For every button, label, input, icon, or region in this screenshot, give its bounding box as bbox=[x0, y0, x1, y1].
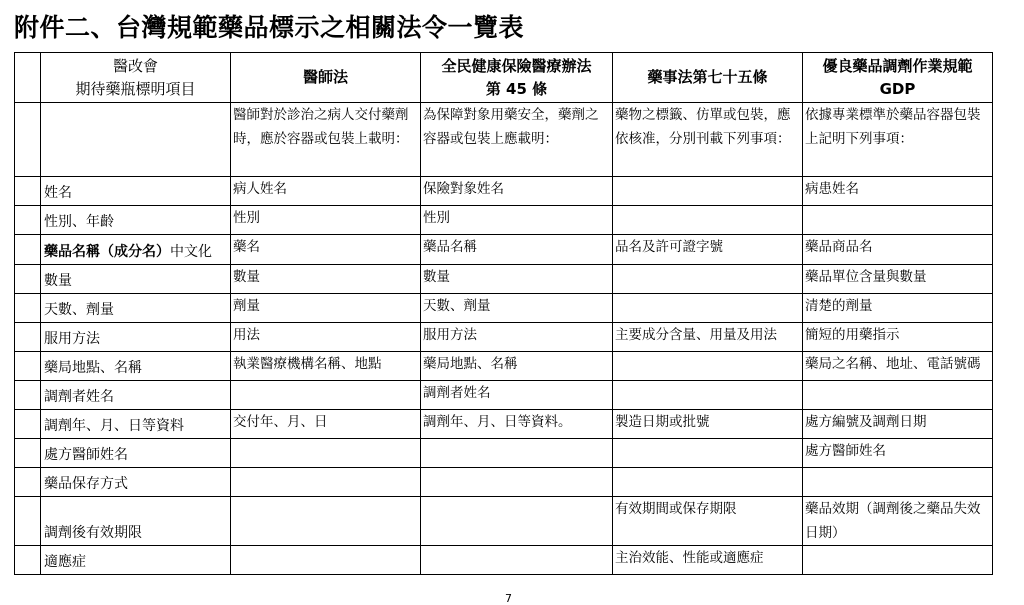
cell-physicians-act: 劑量 bbox=[231, 294, 421, 323]
intro-cell-item bbox=[41, 103, 231, 177]
cell-gdp: 病患姓名 bbox=[803, 177, 993, 206]
header-nhi-regulation: 全民健康保險醫療辦法 第 45 條 bbox=[421, 53, 613, 103]
row-item-label: 調劑者姓名 bbox=[41, 381, 231, 410]
blank-cell bbox=[15, 439, 41, 468]
row-item-bold-text: 藥品名稱（成分名） bbox=[44, 244, 170, 260]
page-number: 7 bbox=[505, 592, 512, 605]
cell-pharmaceutical-affairs-act bbox=[613, 468, 803, 497]
cell-pharmaceutical-affairs-act bbox=[613, 265, 803, 294]
blank-cell bbox=[15, 497, 41, 546]
blank-cell bbox=[15, 206, 41, 235]
cell-pharmaceutical-affairs-act: 主治效能、性能或適應症 bbox=[613, 546, 803, 575]
blank-cell bbox=[15, 468, 41, 497]
blank-cell bbox=[15, 294, 41, 323]
cell-nhi-regulation: 數量 bbox=[421, 265, 613, 294]
cell-pharmaceutical-affairs-act bbox=[613, 439, 803, 468]
cell-pharmaceutical-affairs-act bbox=[613, 294, 803, 323]
cell-nhi-regulation: 性別 bbox=[421, 206, 613, 235]
cell-pharmaceutical-affairs-act: 製造日期或批號 bbox=[613, 410, 803, 439]
table-row bbox=[15, 546, 993, 575]
cell-physicians-act: 性別 bbox=[231, 206, 421, 235]
blank-cell bbox=[15, 352, 41, 381]
table-row bbox=[15, 323, 993, 352]
cell-nhi-regulation: 天數、劑量 bbox=[421, 294, 613, 323]
cell-pharmaceutical-affairs-act bbox=[613, 352, 803, 381]
header-row bbox=[15, 53, 993, 103]
intro-cell-physicians-act: 醫師對於診治之病人交付藥劑時，應於容器或包裝上載明： bbox=[231, 103, 421, 177]
cell-nhi-regulation: 保險對象姓名 bbox=[421, 177, 613, 206]
cell-pharmaceutical-affairs-act bbox=[613, 177, 803, 206]
row-item-label: 天數、劑量 bbox=[41, 294, 231, 323]
row-item-label: 藥品保存方式 bbox=[41, 468, 231, 497]
cell-physicians-act: 病人姓名 bbox=[231, 177, 421, 206]
cell-gdp: 藥局之名稱、地址、電話號碼 bbox=[803, 352, 993, 381]
header-expected-items: 醫改會 期待藥瓶標明項目 bbox=[41, 53, 231, 103]
cell-nhi-regulation: 調劑年、月、日等資料。 bbox=[421, 410, 613, 439]
cell-nhi-regulation: 藥品名稱 bbox=[421, 235, 613, 265]
cell-pharmaceutical-affairs-act bbox=[613, 381, 803, 410]
cell-gdp bbox=[803, 468, 993, 497]
cell-gdp: 簡短的用藥指示 bbox=[803, 323, 993, 352]
row-item-text: 中文化 bbox=[170, 244, 212, 260]
row-item-label: 性別、年齡 bbox=[41, 206, 231, 235]
blank-cell bbox=[15, 103, 41, 177]
cell-pharmaceutical-affairs-act: 主要成分含量、用量及用法 bbox=[613, 323, 803, 352]
cell-nhi-regulation bbox=[421, 546, 613, 575]
cell-gdp bbox=[803, 381, 993, 410]
table-row bbox=[15, 352, 993, 381]
row-item-label: 調劑後有效期限 bbox=[41, 497, 231, 546]
cell-physicians-act: 數量 bbox=[231, 265, 421, 294]
header-gdp: 優良藥品調劑作業規範 GDP bbox=[803, 53, 993, 103]
blank-cell bbox=[15, 235, 41, 265]
cell-physicians-act: 交付年、月、日 bbox=[231, 410, 421, 439]
blank-cell bbox=[15, 177, 41, 206]
cell-physicians-act bbox=[231, 468, 421, 497]
cell-physicians-act bbox=[231, 546, 421, 575]
table-row bbox=[15, 177, 993, 206]
intro-row bbox=[15, 103, 993, 177]
intro-cell-gdp: 依據專業標準於藥品容器包裝上記明下列事項： bbox=[803, 103, 993, 177]
table-row bbox=[15, 265, 993, 294]
blank-cell bbox=[15, 323, 41, 352]
cell-pharmaceutical-affairs-act: 品名及許可證字號 bbox=[613, 235, 803, 265]
cell-physicians-act bbox=[231, 497, 421, 546]
cell-gdp: 藥品單位含量與數量 bbox=[803, 265, 993, 294]
document-title: 附件二、台灣規範藥品標示之相關法令一覽表 bbox=[14, 13, 525, 42]
cell-gdp bbox=[803, 206, 993, 235]
row-item-label: 姓名 bbox=[41, 177, 231, 206]
cell-nhi-regulation: 服用方法 bbox=[421, 323, 613, 352]
intro-cell-pharmaceutical-affairs-act: 藥物之標籤、仿單或包裝，應依核准，分別刊載下列事項： bbox=[613, 103, 803, 177]
row-item-label bbox=[41, 235, 231, 265]
table-row bbox=[15, 381, 993, 410]
cell-physicians-act bbox=[231, 439, 421, 468]
cell-gdp: 處方編號及調劑日期 bbox=[803, 410, 993, 439]
table-row bbox=[15, 439, 993, 468]
cell-gdp: 清楚的劑量 bbox=[803, 294, 993, 323]
cell-physicians-act bbox=[231, 381, 421, 410]
cell-nhi-regulation bbox=[421, 497, 613, 546]
cell-physicians-act: 執業醫療機構名稱、地點 bbox=[231, 352, 421, 381]
row-item-label: 服用方法 bbox=[41, 323, 231, 352]
table-row bbox=[15, 468, 993, 497]
table-row bbox=[15, 410, 993, 439]
blank-cell bbox=[15, 265, 41, 294]
row-item-label: 處方醫師姓名 bbox=[41, 439, 231, 468]
blank-cell bbox=[15, 381, 41, 410]
regulations-table bbox=[14, 52, 993, 575]
table-row bbox=[15, 206, 993, 235]
cell-nhi-regulation bbox=[421, 468, 613, 497]
cell-pharmaceutical-affairs-act: 有效期間或保存期限 bbox=[613, 497, 803, 546]
cell-nhi-regulation bbox=[421, 439, 613, 468]
cell-gdp bbox=[803, 546, 993, 575]
table-row bbox=[15, 235, 993, 265]
header-pharmaceutical-affairs-act: 藥事法第七十五條 bbox=[613, 53, 803, 103]
row-item-label: 藥局地點、名稱 bbox=[41, 352, 231, 381]
cell-gdp: 藥品商品名 bbox=[803, 235, 993, 265]
blank-cell bbox=[15, 410, 41, 439]
intro-cell-nhi-regulation: 為保障對象用藥安全，藥劑之容器或包裝上應載明： bbox=[421, 103, 613, 177]
cell-gdp: 處方醫師姓名 bbox=[803, 439, 993, 468]
cell-nhi-regulation: 調劑者姓名 bbox=[421, 381, 613, 410]
blank-cell bbox=[15, 546, 41, 575]
blank-header-cell bbox=[15, 53, 41, 103]
table-row bbox=[15, 294, 993, 323]
cell-pharmaceutical-affairs-act bbox=[613, 206, 803, 235]
cell-nhi-regulation: 藥局地點、名稱 bbox=[421, 352, 613, 381]
table-row bbox=[15, 497, 993, 546]
cell-physicians-act: 用法 bbox=[231, 323, 421, 352]
row-item-label: 調劑年、月、日等資料 bbox=[41, 410, 231, 439]
row-item-label: 數量 bbox=[41, 265, 231, 294]
row-item-label: 適應症 bbox=[41, 546, 231, 575]
cell-physicians-act: 藥名 bbox=[231, 235, 421, 265]
header-physicians-act: 醫師法 bbox=[231, 53, 421, 103]
cell-gdp: 藥品效期（調劑後之藥品失效日期） bbox=[803, 497, 993, 546]
